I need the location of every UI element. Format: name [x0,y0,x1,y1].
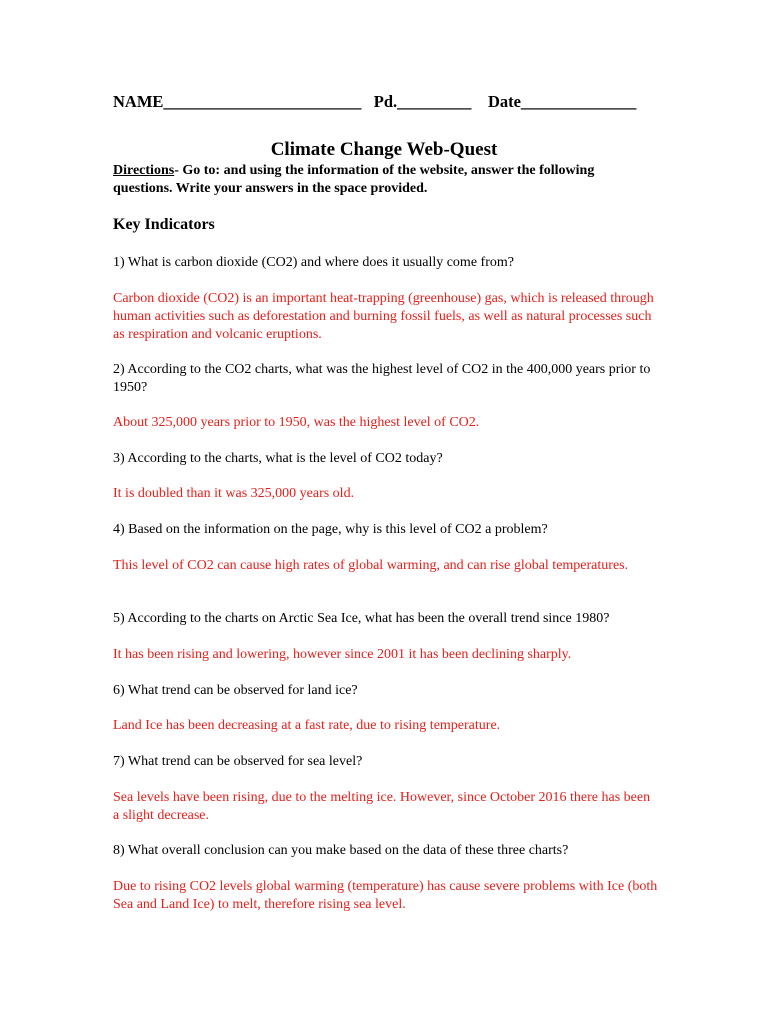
name-field-label: NAME________________________ [113,92,362,111]
question-6: 6) What trend can be observed for land ice? [113,683,358,698]
answer-5: It has been rising and lowering, however since 2001 it has been declining sharply. [113,647,572,662]
directions-label: Directions [113,163,175,178]
question-5: 5) According to the charts on Arctic Sea Ice, what has been the overall trend since 1980? [113,611,610,626]
question-8: 8) What overall conclusion can you make based on the data of these three charts? [113,843,569,858]
answer-1: Carbon dioxide (CO2) is an important heat-trapping (greenhouse) gas, which is released through human activities such as deforestation and burning fossil fuels, as well as natural processes such as respiration and volcanic eruptions. [113,291,654,342]
directions-block [113,162,653,198]
answer-8: Due to rising CO2 levels global warming (temperature) has cause severe problems with Ice (both Sea and Land Ice) to melt, therefore rising sea level. [113,879,658,912]
question-3: 3) According to the charts, what is the level of CO2 today? [113,451,443,466]
student-info-line [113,92,636,112]
answer-6: Land Ice has been decreasing at a fast rate, due to rising temperature. [113,718,501,733]
answer-2: About 325,000 years prior to 1950, was the highest level of CO2. [113,415,480,430]
question-1: 1) What is carbon dioxide (CO2) and where does it usually come from? [113,255,514,270]
answer-7: Sea levels have been rising, due to the melting ice. However, since October 2016 there has been a slight decrease. [113,790,651,823]
worksheet-title: Climate Change Web-Quest [270,139,498,160]
date-field-label: Date______________ [487,92,637,111]
section-heading: Key Indicators [113,216,215,233]
answer-4: This level of CO2 can cause high rates of global warming, and can rise global temperatures. [113,558,629,573]
question-7: 7) What trend can be observed for sea level? [113,754,363,769]
directions-text: - Go to: and using the information of the website, answer the following questions. Write your answers in the space provided. [113,163,595,196]
question-4: 4) Based on the information on the page, why is this level of CO2 a problem? [113,522,548,537]
period-field-label: Pd._________ [373,92,472,111]
question-2: 2) According to the CO2 charts, what was the highest level of CO2 in the 400,000 years prior to 1950? [113,362,651,395]
answer-3: It is doubled than it was 325,000 years old. [113,486,355,501]
